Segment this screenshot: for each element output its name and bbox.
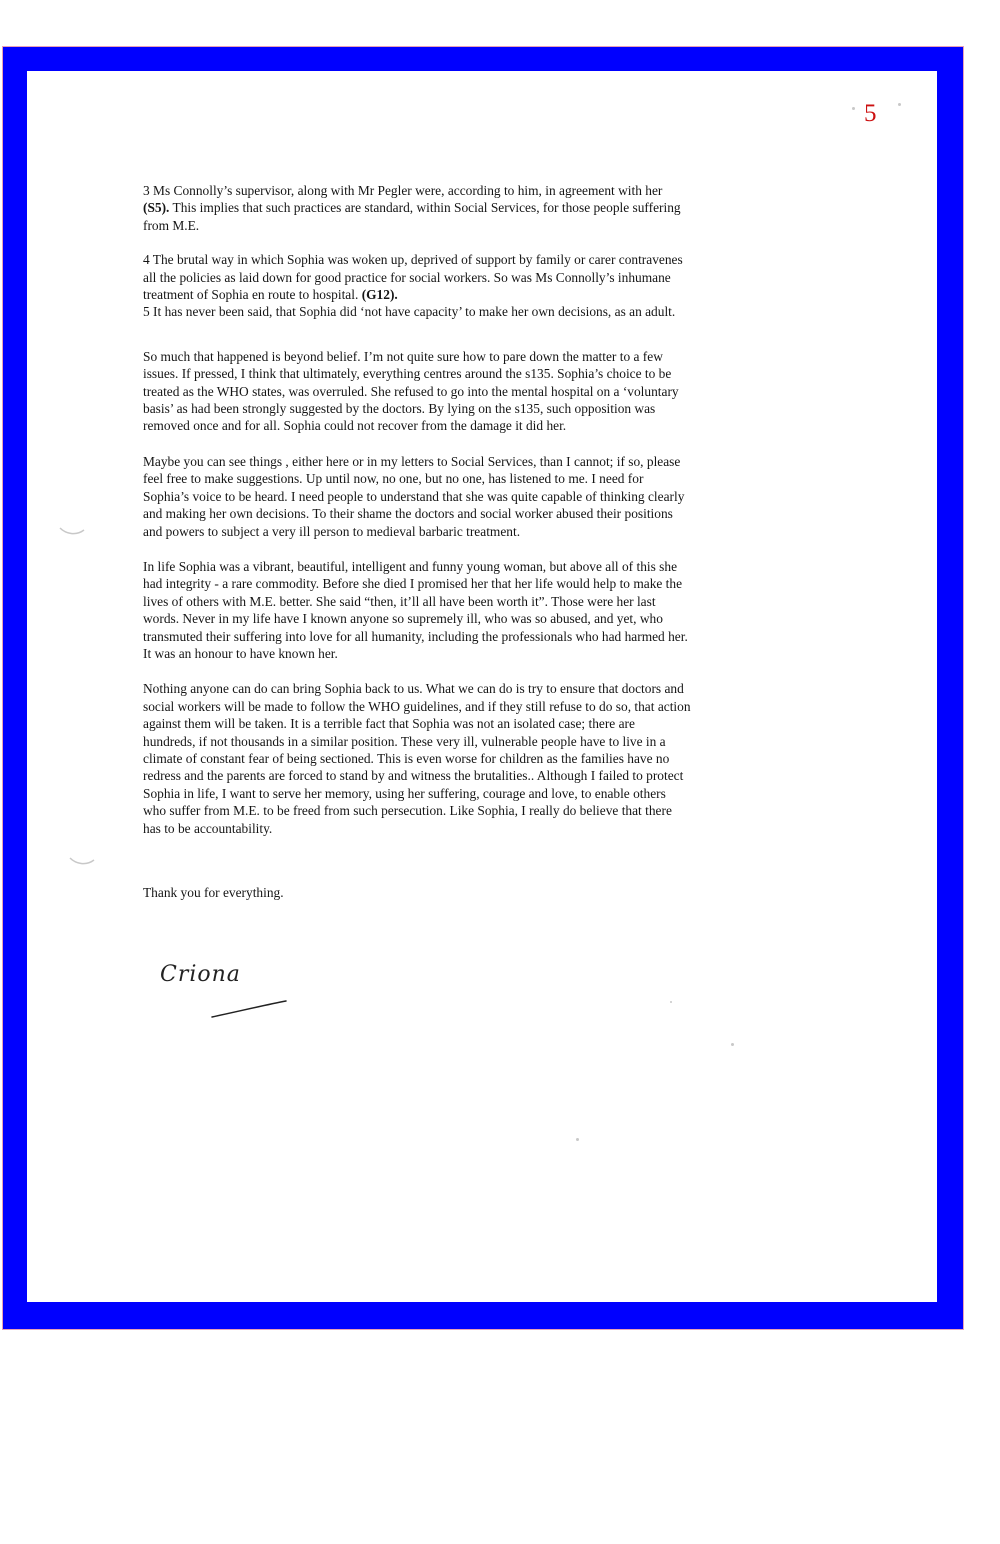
text-line-with-reference: [143, 199, 768, 216]
numbered-point-3: [143, 182, 768, 234]
text-line: treatment of Sophia en route to hospital.: [143, 287, 359, 303]
evidence-reference: (G12).: [361, 287, 398, 303]
paragraph-s135: [143, 348, 768, 435]
scan-speck: [898, 103, 901, 106]
text-line: climate of constant fear of being sectioned. This is even worse for children as the families have no: [143, 750, 670, 766]
text-line: lives of others with M.E. better. She said “then, it’ll all have been worth it”. Those were her last: [143, 593, 656, 609]
text-line: had integrity - a rare commodity. Before she died I promised her that her life would help to make the: [143, 576, 683, 592]
text-line: 4 The brutal way in which Sophia was woken up, deprived of support by family or carer contravenes: [143, 252, 683, 268]
text-line: transmuted their suffering into love for all humanity, including the professionals who had harmed her.: [143, 628, 688, 644]
text-line: hundreds, if not thousands in a similar position. These very ill, vulnerable people have to live in a: [143, 733, 666, 749]
text-line: has to be accountability.: [143, 820, 273, 836]
paragraph-accountability: [143, 680, 768, 837]
text-line: It was an honour to have known her.: [143, 645, 338, 661]
text-line: and powers to subject a very ill person to medieval barbaric treatment.: [143, 523, 521, 539]
text-line: In life Sophia was a vibrant, beautiful, intelligent and funny young woman, but above all of this she: [143, 558, 678, 574]
text-line: removed once and for all. Sophia could not recover from the damage it did her.: [143, 418, 567, 434]
text-line: feel free to make suggestions. Up until now, no one, but no one, has listened to me. I need for: [143, 471, 644, 487]
scan-mark: [68, 854, 98, 868]
text-line: and making her own decisions. To their shame the doctors and social worker abused their positions: [143, 506, 673, 522]
numbered-point-4: [143, 251, 768, 303]
paragraph-in-life: [143, 558, 768, 662]
text-line-with-reference: [143, 286, 768, 303]
evidence-reference: (S5).: [143, 200, 170, 216]
scan-speck: [852, 107, 855, 110]
text-line: against them will be taken. It is a terrible fact that Sophia was not an isolated case; there are: [143, 716, 635, 732]
text-line: treated as the WHO states, was overruled. She refused to go into the mental hospital on a ‘voluntary: [143, 383, 679, 399]
text-line: This implies that such practices are standard, within Social Services, for those people suffering: [172, 200, 681, 216]
text-line: social workers will be made to follow the WHO guidelines, and if they still refuse to do so, that action: [143, 698, 691, 714]
page-number: 5: [864, 100, 877, 127]
paragraph-suggestions: [143, 453, 768, 540]
text-line: from M.E.: [143, 217, 200, 233]
text-line: Sophia in life, I want to serve her memory, using her suffering, courage and love, to enable others: [143, 785, 666, 801]
numbered-point-5: [143, 303, 768, 320]
text-line: who suffer from M.E. to be freed from such persecution. Like Sophia, I really do believe that there: [143, 803, 672, 819]
text-line: words. Never in my life have I known anyone so supremely ill, who was so abused, and yet, who: [143, 611, 663, 627]
text-line: all the policies as laid down for good practice for social workers. So was Ms Connolly’s inhumane: [143, 269, 671, 285]
scan-speck: [731, 1043, 734, 1046]
closing-line: Thank you for everything.: [143, 885, 284, 900]
text-line: issues. If pressed, I think that ultimately, everything centres around the s135. Sophia’s choice to be: [143, 366, 672, 382]
text-line: 3 Ms Connolly’s supervisor, along with Mr Pegler were, according to him, in agreement with her: [143, 183, 663, 198]
text-line: redress and the parents are forced to stand by and witness the brutalities.. Although I failed to protect: [143, 768, 684, 784]
text-line: Maybe you can see things , either here or in my letters to Social Services, than I cannot; if so, please: [143, 453, 681, 469]
scan-mark: [58, 524, 88, 538]
scan-speck: [670, 1001, 672, 1003]
text-line: basis’ as had been strongly suggested by the doctors. By lying on the s135, such opposition was: [143, 401, 656, 417]
text-line: Nothing anyone can do can bring Sophia back to us. What we can do is try to ensure that doctors and: [143, 681, 684, 697]
scan-speck: [576, 1138, 579, 1141]
text-line: So much that happened is beyond belief. I’m not quite sure how to pare down the matter to a few: [143, 348, 663, 364]
text-line: 5 It has never been said, that Sophia did ‘not have capacity’ to make her own decisions, as an adult.: [143, 304, 676, 320]
text-line: Sophia’s voice to be heard. I need people to understand that she was quite capable of thinking clearly: [143, 488, 685, 504]
signature-name: Criona: [160, 962, 241, 987]
letter-body: [143, 182, 768, 837]
